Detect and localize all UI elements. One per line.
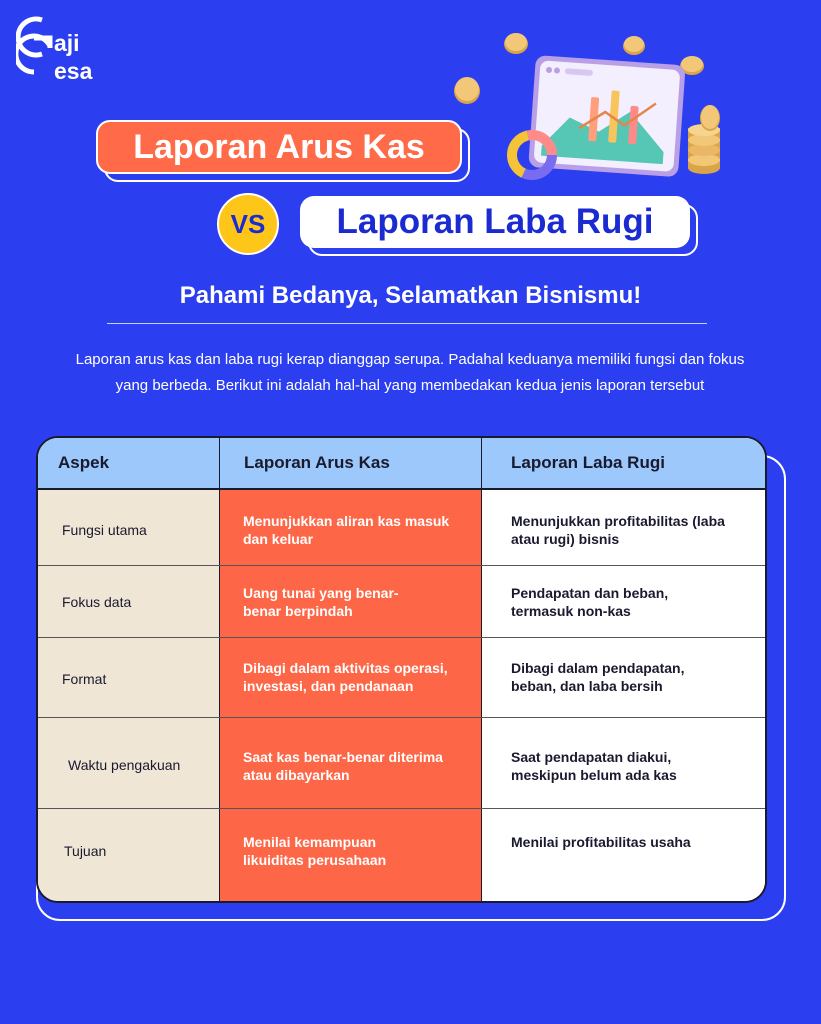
row-divider xyxy=(38,565,765,566)
row-arus-fungsi: Menunjukkan aliran kas masuk dan keluar xyxy=(243,513,450,547)
coin-icon xyxy=(504,33,528,54)
row-laba-fungsi: Menunjukkan profitabilitas (laba atau rugi) bisnis xyxy=(511,513,725,547)
chart-illustration xyxy=(440,20,740,210)
row-aspek-format: Format xyxy=(62,671,107,687)
gajigesa-logo xyxy=(16,14,126,84)
intro-paragraph: Laporan arus kas dan laba rugi kerap dianggap serupa. Padahal keduanya memiliki fungsi dan fokus yang berbeda. Berikut ini adalah hal-hal yang membedakan kedua jenis laporan tersebut xyxy=(75,351,745,394)
row-arus-format: Dibagi dalam aktivitas operasi, investasi, dan pendanaan xyxy=(243,660,448,694)
header-laporan-laba-rugi: Laporan Laba Rugi xyxy=(511,453,665,472)
row-arus-tujuan: Menilai kemampuan likuiditas perusahaan xyxy=(243,834,387,868)
row-laba-format: Dibagi dalam pendapatan, beban, dan laba bersih xyxy=(511,660,685,694)
row-divider xyxy=(38,637,765,638)
coin-stack-icon xyxy=(688,105,720,174)
vs-badge: VS xyxy=(217,193,279,255)
row-aspek-waktu: Waktu pengakuan xyxy=(68,757,181,773)
row-aspek-tujuan: Tujuan xyxy=(64,843,107,859)
divider xyxy=(107,323,707,324)
column-divider xyxy=(219,438,220,901)
title-main: Laporan Arus Kas xyxy=(96,120,462,174)
title-secondary: Laporan Laba Rugi xyxy=(300,196,690,248)
row-laba-tujuan: Menilai profitabilitas usaha xyxy=(511,834,691,850)
header-laporan-arus-kas: Laporan Arus Kas xyxy=(244,453,390,472)
coin-icon xyxy=(454,77,480,104)
coin-icon xyxy=(623,36,645,55)
row-arus-fokus: Uang tunai yang benar-benar berpindah xyxy=(243,585,399,619)
logo-line-1: aji xyxy=(54,30,80,56)
header-aspek: Aspek xyxy=(58,453,110,472)
row-laba-waktu: Saat pendapatan diakui, meskipun belum ada kas xyxy=(511,749,677,783)
column-divider xyxy=(481,438,482,901)
row-divider xyxy=(38,808,765,809)
row-arus-waktu: Saat kas benar-benar diterima atau dibayarkan xyxy=(243,749,443,783)
row-aspek-fokus: Fokus data xyxy=(62,594,132,610)
row-laba-fokus: Pendapatan dan beban, termasuk non-kas xyxy=(511,585,669,619)
row-aspek-fungsi: Fungsi utama xyxy=(62,522,147,538)
comparison-table xyxy=(36,436,767,903)
logo-line-2: esa xyxy=(54,58,93,84)
subtitle: Pahami Bedanya, Selamatkan Bisnismu! xyxy=(179,282,642,309)
column-aspek-bg xyxy=(38,438,219,901)
row-divider xyxy=(38,717,765,718)
